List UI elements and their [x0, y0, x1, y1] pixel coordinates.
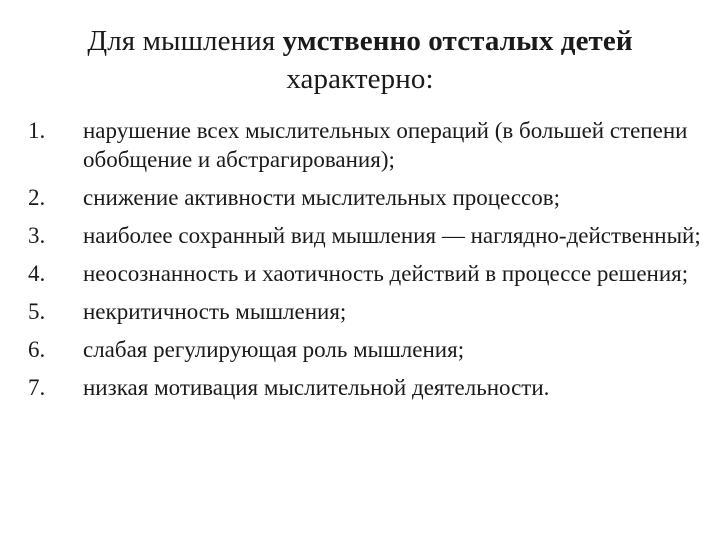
list-item-number: 3. — [28, 223, 46, 248]
list-item — [28, 183, 708, 212]
list-item-number: 6. — [28, 337, 46, 362]
title-bold-part: умственно отсталых детей — [282, 25, 633, 57]
list-item — [28, 259, 708, 288]
slide-title — [0, 22, 720, 98]
list-item-text: наиболее сохранный вид мышления — наглядно-действенный; — [83, 223, 701, 248]
list-item — [28, 335, 708, 364]
list-item-number: 2. — [28, 185, 46, 210]
list-item-number: 1. — [28, 118, 46, 143]
list-item-number: 4. — [28, 261, 46, 286]
list-item — [28, 116, 708, 174]
title-normal-part: Для мышления — [87, 25, 283, 57]
list-item-text: нарушение всех мыслительных операций (в большей степени обобщение и абстрагирования); — [83, 118, 688, 172]
list-item — [28, 297, 708, 326]
list-item — [28, 373, 708, 402]
list-item-number: 7. — [28, 375, 46, 400]
title-line-2: характерно: — [286, 63, 434, 95]
list-item-text: низкая мотивация мыслительной деятельности. — [83, 375, 550, 400]
list-item-number: 5. — [28, 299, 46, 324]
list-item-text: некритичность мышления; — [83, 299, 347, 324]
list-item — [28, 221, 708, 250]
list-item-text: слабая регулирующая роль мышления; — [83, 337, 465, 362]
list-item-text: снижение активности мыслительных процессов; — [83, 185, 561, 210]
list-item-text: неосознанность и хаотичность действий в процессе решения; — [83, 261, 689, 286]
characteristics-list — [28, 116, 708, 411]
